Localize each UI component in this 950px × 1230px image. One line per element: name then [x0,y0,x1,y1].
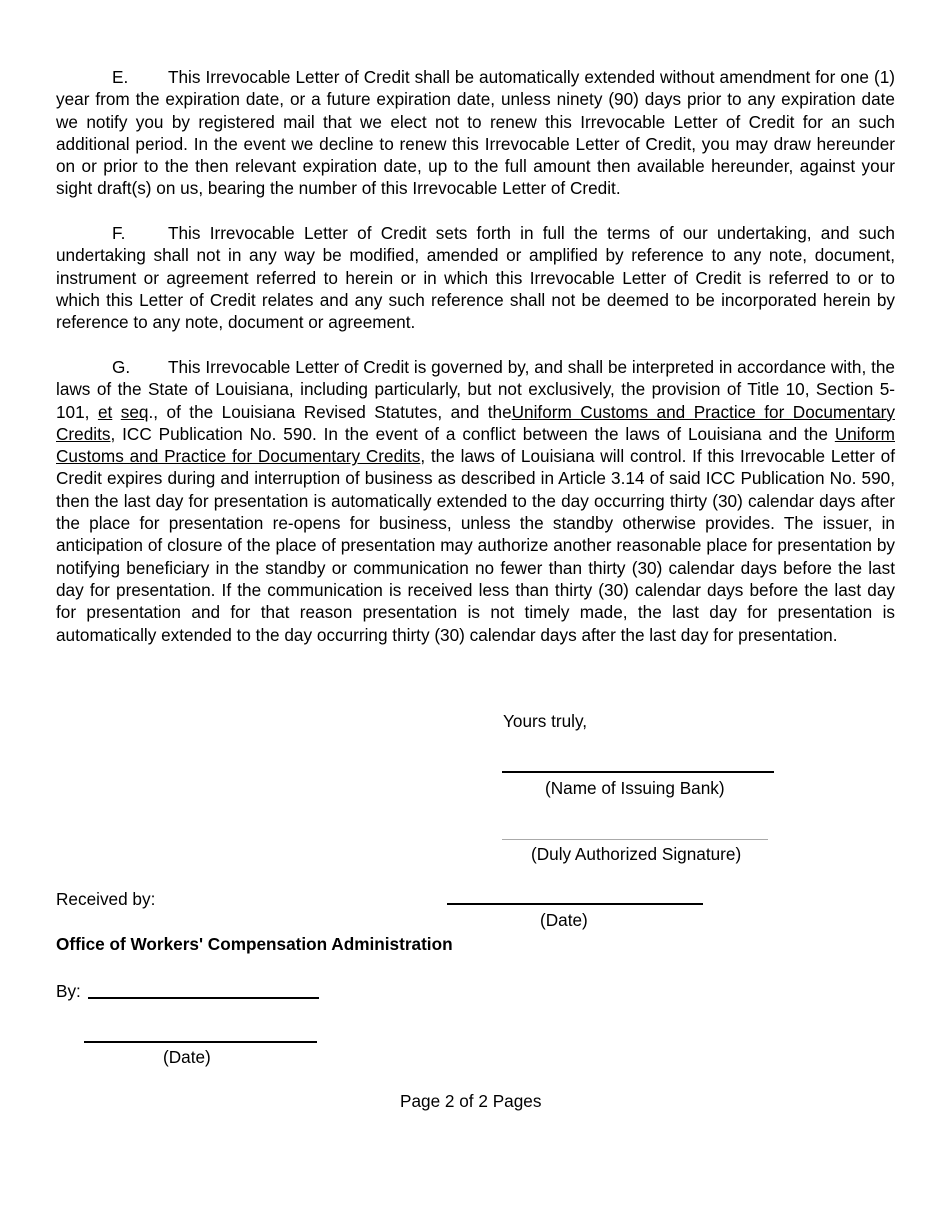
signature-label: (Duly Authorized Signature) [531,844,742,864]
paragraph-f-letter: F. [112,223,126,243]
salutation: Yours truly, [503,711,588,731]
seq-underlined: seq [120,401,149,422]
signature-line [502,839,768,840]
paragraph-g-text-3: , ICC Publication No. 590. In the event of a conflict between the laws of Louisiana and the [110,423,835,444]
page-number: Page 2 of 2 Pages [400,1091,542,1111]
by-signature-line [88,997,319,999]
by-date-label: (Date) [163,1047,211,1067]
bank-name-line [502,771,774,773]
bank-name-label: (Name of Issuing Bank) [545,778,725,798]
office-name: Office of Workers' Compensation Administration [56,934,453,954]
by-date-line [84,1041,317,1043]
received-date-label: (Date) [540,910,588,930]
by-label: By: [56,981,81,1001]
paragraph-g-text-4: , the laws of Louisiana will control. If this Irrevocable Letter of Credit expires during and interruption of business as described in Article 3.14 of said ICC Publication No. 590, then the last day for presentation is automatically extended to the day occurring thirty (30) calendar days after the place for presentation re-opens for business, unless the standby otherwise provides. The issuer, in anticipation of closure of the place of presentation may authorize another reasonable place for presentation by notifying beneficiary in the standby or communication no fewer than thirty (30) calendar days before the last day for presentation. If the communication is received less than thirty (30) calendar days before the last day for presentation and for that reason presentation is not timely made, the last day for presentation is automatically extended to the day occurring thirty (30) calendar days after the last day for presentation. [56,446,895,645]
et-underlined: et [97,401,113,422]
paragraph-e [56,66,895,200]
paragraph-f [56,222,895,333]
paragraph-e-text: This Irrevocable Letter of Credit shall be automatically extended without amendment for one (1) year from the expiration date, or a future expiration date, unless ninety (90) days prior to any expiration date we notify you by registered mail that we elect not to renew this Irrevocable Letter of Credit for an such additional period. In the event we decline to renew this Irrevocable Letter of Credit, you may draw hereunder on or prior to the then relevant expiration date, up to the full amount then available hereunder, against your sight draft(s) on us, bearing the number of this Irrevocable Letter of Credit. [56,67,895,199]
paragraph-e-letter: E. [112,67,129,87]
paragraph-g-letter: G. [112,357,131,377]
ucp-title-2: Uniform Customs and Practice for Documentary Credits [56,423,895,467]
received-by-label: Received by: [56,889,156,909]
paragraph-g-text-2: ., of the Louisiana Revised Statutes, and the [148,401,512,422]
ucp-title-1: Uniform Customs and Practice for Documentary Credits [56,401,895,444]
paragraph-f-text: This Irrevocable Letter of Credit sets forth in full the terms of our undertaking, and such undertaking shall not in any way be modified, amended or amplified by reference to any note, document, instrument or agreement referred to herein or in which this Irrevocable Letter of Credit is referred to or to which this Letter of Credit relates and any such reference shall not be deemed to be incorporated herein by reference to any note, document or agreement. [56,223,895,333]
paragraph-g-text-1: This Irrevocable Letter of Credit is governed by, and shall be interpreted in accordance with, the laws of the State of Louisiana, including particularly, but not exclusively, the provision of Title 10, Section 5-101, [56,357,895,422]
received-date-line [447,903,703,905]
paragraph-g [56,356,895,646]
